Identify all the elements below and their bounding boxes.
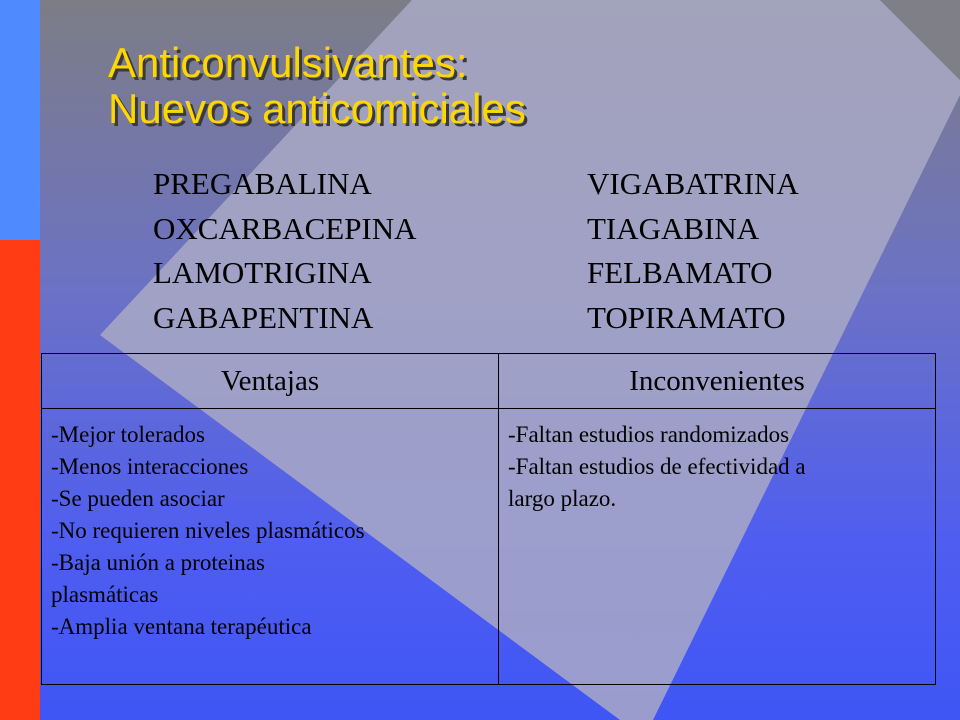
title-line-2: Nuevos anticomiciales	[108, 85, 526, 132]
drug-list-left	[153, 162, 417, 340]
slide-title	[108, 40, 526, 132]
drug-item: OXCARBACEPINA	[153, 210, 417, 246]
drug-item: TOPIRAMATO	[587, 299, 786, 335]
title-line-1: Anticonvulsivantes:	[108, 39, 468, 86]
drug-item: VIGABATRINA	[587, 166, 799, 201]
drug-item: LAMOTRIGINA	[153, 255, 372, 290]
inconveniente-line: -Faltan estudios de efectividad a	[508, 454, 806, 479]
drug-list-right	[587, 162, 799, 340]
inconveniente-line: -Faltan estudios randomizados	[508, 422, 790, 447]
drug-item: TIAGABINA	[587, 210, 760, 246]
inconveniente-line: largo plazo.	[508, 486, 617, 511]
drug-item: FELBAMATO	[587, 255, 773, 290]
pros-cons-table	[41, 353, 936, 685]
drug-item: GABAPENTINA	[153, 299, 374, 335]
accent-bar-bottom	[0, 240, 40, 720]
ventaja-line: -Se pueden asociar	[51, 486, 225, 511]
ventajas-cell	[42, 409, 499, 685]
drug-item: PREGABALINA	[153, 166, 372, 201]
ventaja-line: -Menos interacciones	[51, 454, 249, 479]
ventaja-line: -Mejor tolerados	[51, 422, 205, 447]
table-header-row	[42, 354, 936, 409]
header-ventajas: Ventajas	[42, 354, 499, 409]
ventaja-line: -Amplia ventana terapéutica	[51, 614, 312, 639]
header-inconvenientes: Inconvenientes	[499, 354, 936, 409]
accent-bar-top	[0, 0, 40, 240]
ventaja-line: -Baja unión a proteinas	[51, 550, 265, 575]
table-row	[42, 409, 936, 685]
ventaja-line: plasmáticas	[51, 582, 159, 607]
inconvenientes-cell	[499, 409, 936, 685]
ventaja-line: -No requieren niveles plasmáticos	[51, 518, 365, 543]
